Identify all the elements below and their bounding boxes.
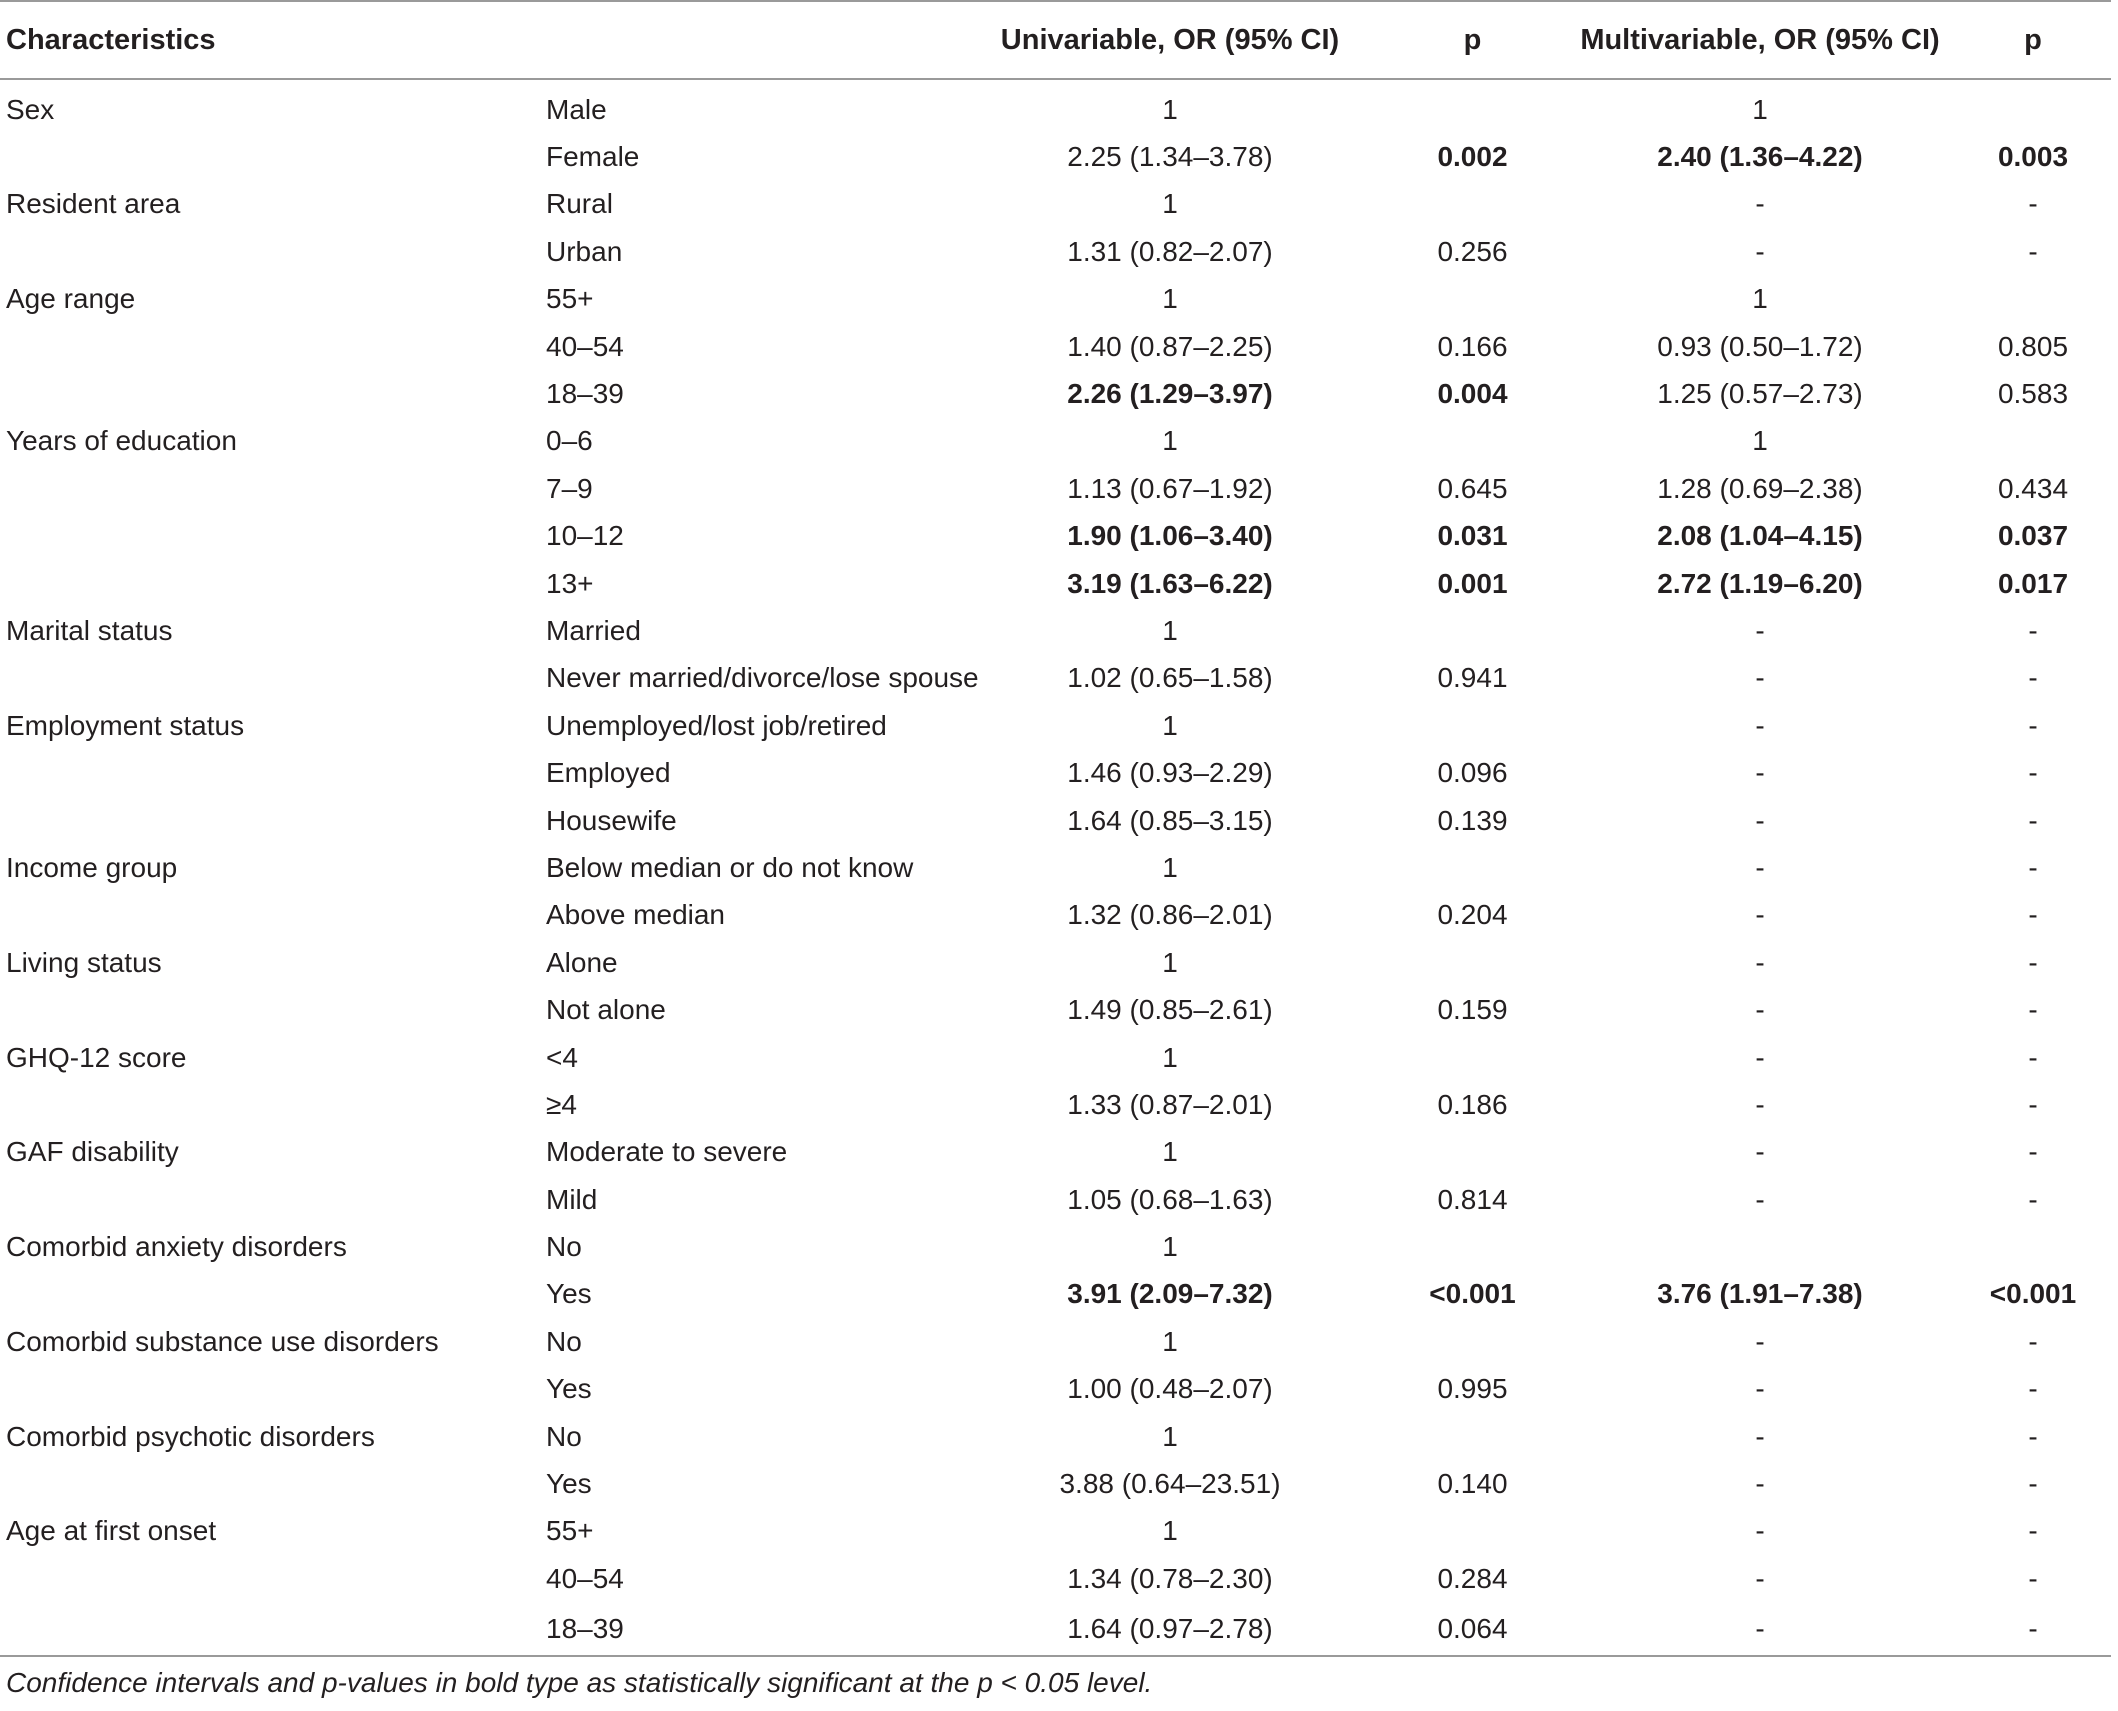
cell-characteristic: Resident area	[6, 188, 181, 220]
cell-multivariable-or: -	[1755, 188, 1765, 220]
cell-univariable-or: 1	[1162, 93, 1178, 125]
cell-multivariable-p: -	[2028, 1183, 2038, 1215]
cell-multivariable-or: 1	[1752, 425, 1768, 457]
cell-multivariable-or: 1.28 (0.69–2.38)	[1657, 472, 1863, 504]
cell-multivariable-p	[1955, 79, 2111, 133]
cell-multivariable-p: 0.805	[1997, 330, 2069, 362]
cell-multivariable-p: -	[2028, 662, 2038, 694]
cell-univariable-or: 1	[1162, 614, 1178, 646]
header-subcategory	[500, 1, 960, 79]
cell-subcategory: Not alone	[546, 994, 666, 1026]
cell-univariable-p: 0.001	[1437, 567, 1508, 599]
table-row	[0, 1129, 2111, 1176]
cell-multivariable-or: 0.93 (0.50–1.72)	[1657, 330, 1863, 362]
cell-characteristic: Living status	[6, 946, 162, 978]
cell-univariable-p: 0.645	[1437, 472, 1508, 504]
cell-univariable-or: 1	[1162, 1515, 1178, 1547]
cell-univariable-or: 1.64 (0.85–3.15)	[1067, 804, 1273, 836]
cell-multivariable-p	[1955, 276, 2111, 323]
cell-subcategory: Moderate to severe	[546, 1136, 788, 1168]
cell-univariable-or: 1.46 (0.93–2.29)	[1067, 757, 1273, 789]
cell-multivariable-or: 1.25 (0.57–2.73)	[1657, 378, 1863, 410]
cell-characteristic: Comorbid anxiety disorders	[6, 1231, 347, 1263]
cell-characteristic: Income group	[6, 851, 178, 883]
cell-characteristic: Age range	[6, 283, 136, 315]
cell-univariable-p: 0.995	[1437, 1373, 1508, 1405]
cell-multivariable-or: -	[1755, 614, 1765, 646]
cell-characteristic: Comorbid psychotic disorders	[6, 1420, 375, 1452]
cell-characteristic: GHQ-12 score	[6, 1041, 187, 1073]
table-row	[0, 1366, 2111, 1413]
cell-multivariable-p: -	[2028, 235, 2038, 267]
table-row	[0, 228, 2111, 275]
cell-multivariable-or: -	[1755, 1183, 1765, 1215]
table-row	[0, 1555, 2111, 1602]
cell-univariable-p	[1380, 1034, 1565, 1081]
cell-characteristic	[0, 133, 500, 180]
cell-multivariable-or: -	[1755, 1041, 1765, 1073]
cell-multivariable-or: -	[1755, 1515, 1765, 1547]
cell-characteristic: Comorbid substance use disorders	[6, 1325, 439, 1357]
cell-multivariable-p: -	[2028, 1373, 2038, 1405]
cell-subcategory: Below median or do not know	[546, 851, 914, 883]
header-univariable: Univariable, OR (95% CI)	[960, 1, 1380, 79]
cell-univariable-or: 1.49 (0.85–2.61)	[1067, 994, 1273, 1026]
table-row	[0, 1034, 2111, 1081]
cell-univariable-or: 2.25 (1.34–3.78)	[1067, 141, 1273, 173]
cell-multivariable-p: -	[2028, 1420, 2038, 1452]
cell-multivariable-p: 0.434	[1997, 472, 2069, 504]
cell-subcategory: ≥4	[546, 1088, 577, 1120]
cell-univariable-p: 0.139	[1437, 804, 1508, 836]
cell-subcategory: 0–6	[546, 425, 593, 457]
cell-multivariable-or: 1	[1752, 93, 1768, 125]
cell-characteristic	[0, 986, 500, 1033]
cell-characteristic	[0, 1603, 500, 1656]
cell-univariable-or: 3.19 (1.63–6.22)	[1067, 567, 1273, 599]
cell-multivariable-p: -	[2028, 1088, 2038, 1120]
cell-multivariable-or: -	[1755, 1562, 1765, 1594]
cell-subcategory: Rural	[546, 188, 613, 220]
cell-univariable-or: 1.34 (0.78–2.30)	[1067, 1562, 1273, 1594]
cell-univariable-p: 0.002	[1437, 141, 1508, 173]
cell-univariable-p: 0.814	[1437, 1183, 1508, 1215]
header-p-univariable: p	[1380, 1, 1565, 79]
table-row	[0, 1318, 2111, 1365]
cell-univariable-p	[1380, 181, 1565, 228]
cell-multivariable-p: 0.037	[1997, 520, 2069, 552]
cell-multivariable-or: -	[1755, 1468, 1765, 1500]
table-row	[0, 986, 2111, 1033]
table-row	[0, 1081, 2111, 1128]
table-header	[0, 1, 2111, 79]
cell-univariable-p: 0.204	[1437, 899, 1508, 931]
cell-multivariable-or: 2.72 (1.19–6.20)	[1657, 567, 1863, 599]
table-row	[0, 133, 2111, 180]
cell-multivariable-p: -	[2028, 1041, 2038, 1073]
table-row	[0, 370, 2111, 417]
cell-univariable-p	[1380, 607, 1565, 654]
cell-subcategory: <4	[546, 1041, 578, 1073]
cell-subcategory: 7–9	[546, 472, 593, 504]
table-row	[0, 844, 2111, 891]
cell-characteristic	[0, 1460, 500, 1507]
cell-multivariable-or: 2.08 (1.04–4.15)	[1657, 520, 1863, 552]
cell-multivariable-p: -	[2028, 1468, 2038, 1500]
table-row	[0, 1413, 2111, 1460]
cell-subcategory: No	[546, 1325, 582, 1357]
cell-characteristic: GAF disability	[6, 1136, 179, 1168]
cell-subcategory: Above median	[546, 899, 726, 931]
cell-multivariable-p: -	[2028, 1562, 2038, 1594]
cell-multivariable-p: -	[2028, 899, 2038, 931]
table-row	[0, 323, 2111, 370]
cell-subcategory: 55+	[546, 1515, 594, 1547]
cell-univariable-or: 1.13 (0.67–1.92)	[1067, 472, 1273, 504]
cell-univariable-or: 1	[1162, 709, 1178, 741]
cell-univariable-p	[1380, 1223, 1565, 1270]
cell-multivariable-p: -	[2028, 851, 2038, 883]
table-row	[0, 702, 2111, 749]
cell-univariable-p	[1380, 1129, 1565, 1176]
cell-univariable-p	[1380, 1508, 1565, 1555]
cell-subcategory: 18–39	[546, 378, 624, 410]
cell-univariable-or: 1	[1162, 1325, 1178, 1357]
cell-multivariable-or: -	[1755, 662, 1765, 694]
cell-univariable-or: 3.88 (0.64–23.51)	[1059, 1468, 1281, 1500]
cell-multivariable-p: -	[2028, 757, 2038, 789]
cell-univariable-p	[1380, 1413, 1565, 1460]
cell-subcategory: Yes	[546, 1373, 592, 1405]
cell-univariable-or: 1	[1162, 283, 1178, 315]
cell-characteristic	[0, 1555, 500, 1602]
cell-subcategory: No	[546, 1420, 582, 1452]
cell-univariable-p	[1380, 276, 1565, 323]
header-row	[0, 1, 2111, 79]
header-p-multivariable: p	[1955, 1, 2111, 79]
cell-univariable-or: 1.02 (0.65–1.58)	[1067, 662, 1273, 694]
table-row	[0, 797, 2111, 844]
cell-multivariable-or: -	[1565, 1603, 1955, 1656]
cell-univariable-p: 0.284	[1437, 1562, 1508, 1594]
cell-univariable-p: 0.096	[1437, 757, 1508, 789]
cell-multivariable-p: 0.583	[1997, 378, 2069, 410]
table-footnote: Confidence intervals and p-values in bold type as statistically significant at the p < 0.05 level.	[6, 1666, 1153, 1698]
cell-subcategory: Housewife	[546, 804, 677, 836]
cell-subcategory: 10–12	[546, 520, 624, 552]
cell-multivariable-p: 0.003	[1997, 141, 2069, 173]
cell-multivariable-or: -	[1755, 994, 1765, 1026]
cell-univariable-p: 0.140	[1437, 1468, 1508, 1500]
cell-multivariable-p	[1955, 1223, 2111, 1270]
cell-univariable-p	[1380, 79, 1565, 133]
table-row	[0, 560, 2111, 607]
cell-subcategory: Unemployed/lost job/retired	[546, 709, 887, 741]
header-multivariable: Multivariable, OR (95% CI)	[1565, 1, 1955, 79]
cell-univariable-p	[1380, 418, 1565, 465]
cell-characteristic	[0, 1081, 500, 1128]
cell-univariable-or: 1	[1162, 188, 1178, 220]
cell-univariable-or: 1.31 (0.82–2.07)	[1067, 235, 1273, 267]
cell-univariable-or: 1	[1162, 425, 1178, 457]
cell-univariable-or: 1.32 (0.86–2.01)	[1067, 899, 1273, 931]
cell-univariable-p: 0.941	[1437, 662, 1508, 694]
cell-subcategory: Never married/divorce/lose spouse	[546, 662, 979, 694]
cell-characteristic: Marital status	[6, 614, 173, 646]
cell-multivariable-or: -	[1755, 851, 1765, 883]
cell-univariable-or: 3.91 (2.09–7.32)	[1067, 1278, 1273, 1310]
header-characteristics: Characteristics	[0, 1, 500, 79]
cell-univariable-or: 1.40 (0.87–2.25)	[1067, 330, 1273, 362]
cell-characteristic	[0, 513, 500, 560]
cell-subcategory: Yes	[546, 1278, 592, 1310]
cell-multivariable-or: -	[1755, 235, 1765, 267]
cell-multivariable-p: -	[2028, 946, 2038, 978]
cell-univariable-p: <0.001	[1429, 1278, 1516, 1310]
cell-multivariable-or: -	[1755, 804, 1765, 836]
cell-multivariable-or: 3.76 (1.91–7.38)	[1657, 1278, 1863, 1310]
table-row	[0, 1508, 2111, 1555]
cell-univariable-p: 0.004	[1437, 378, 1508, 410]
cell-subcategory: Mild	[546, 1183, 598, 1215]
table-row	[0, 276, 2111, 323]
cell-subcategory: Male	[546, 93, 607, 125]
cell-characteristic	[0, 655, 500, 702]
cell-multivariable-or: 1	[1752, 283, 1768, 315]
cell-characteristic: Age at first onset	[6, 1515, 217, 1547]
table-row	[0, 1176, 2111, 1223]
cell-univariable-p	[1380, 844, 1565, 891]
cell-univariable-p	[1380, 702, 1565, 749]
cell-univariable-or: 1	[1162, 851, 1178, 883]
table-row	[0, 607, 2111, 654]
table-row	[0, 1271, 2111, 1318]
cell-characteristic: Employment status	[6, 709, 245, 741]
cell-multivariable-p: -	[2028, 994, 2038, 1026]
cell-subcategory: Married	[546, 614, 641, 646]
cell-univariable-p: 0.186	[1437, 1088, 1508, 1120]
cell-characteristic	[0, 1176, 500, 1223]
cell-univariable-or: 1	[1162, 1231, 1178, 1263]
table-body	[0, 79, 2111, 1656]
cell-multivariable-or	[1565, 1223, 1955, 1270]
cell-subcategory: 18–39	[500, 1603, 960, 1656]
table-row	[0, 1223, 2111, 1270]
cell-subcategory: 40–54	[546, 1562, 624, 1594]
cell-characteristic	[0, 892, 500, 939]
cell-multivariable-or: -	[1755, 1420, 1765, 1452]
cell-characteristic	[0, 370, 500, 417]
cell-characteristic: Years of education	[6, 425, 237, 457]
cell-univariable-or: 1	[1162, 1136, 1178, 1168]
cell-multivariable-or: -	[1755, 757, 1765, 789]
cell-univariable-or: 1.33 (0.87–2.01)	[1067, 1088, 1273, 1120]
cell-multivariable-p: <0.001	[1989, 1278, 2077, 1310]
cell-characteristic	[0, 465, 500, 512]
cell-characteristic	[0, 323, 500, 370]
cell-multivariable-or: 2.40 (1.36–4.22)	[1657, 141, 1863, 173]
cell-multivariable-or: -	[1755, 899, 1765, 931]
table-row	[0, 749, 2111, 796]
cell-univariable-or: 1.90 (1.06–3.40)	[1067, 520, 1273, 552]
table-row	[0, 1460, 2111, 1507]
cell-multivariable-p	[1955, 418, 2111, 465]
cell-subcategory: Urban	[546, 235, 623, 267]
cell-multivariable-p: -	[2028, 1515, 2038, 1547]
cell-subcategory: Alone	[546, 946, 618, 978]
cell-characteristic	[0, 228, 500, 275]
cell-multivariable-or: -	[1755, 1373, 1765, 1405]
table-row	[0, 181, 2111, 228]
cell-univariable-or: 1.05 (0.68–1.63)	[1067, 1183, 1273, 1215]
cell-univariable-p: 0.256	[1437, 235, 1508, 267]
cell-multivariable-or: -	[1755, 946, 1765, 978]
cell-univariable-or: 1	[1162, 946, 1178, 978]
cell-characteristic	[0, 749, 500, 796]
cell-univariable-p	[1380, 1318, 1565, 1365]
cell-multivariable-p: -	[2028, 804, 2038, 836]
cell-multivariable-or: -	[1755, 1136, 1765, 1168]
cell-characteristic	[0, 1271, 500, 1318]
cell-subcategory: 13+	[546, 567, 594, 599]
cell-characteristic	[0, 1366, 500, 1413]
cell-multivariable-or: -	[1755, 709, 1765, 741]
table-row	[0, 79, 2111, 133]
table-row	[0, 1603, 2111, 1656]
cell-subcategory: Employed	[546, 757, 671, 789]
cell-multivariable-or: -	[1755, 1088, 1765, 1120]
table-row	[0, 939, 2111, 986]
cell-multivariable-p: 0.017	[1997, 567, 2069, 599]
cell-univariable-p: 0.064	[1380, 1603, 1565, 1656]
cell-subcategory: No	[546, 1231, 582, 1263]
cell-characteristic	[0, 560, 500, 607]
table-row	[0, 465, 2111, 512]
cell-univariable-p: 0.166	[1437, 330, 1508, 362]
cell-subcategory: Yes	[546, 1468, 592, 1500]
cell-univariable-or: 1.00 (0.48–2.07)	[1067, 1373, 1273, 1405]
cell-characteristic: Sex	[6, 93, 55, 125]
cell-univariable-or: 1.64 (0.97–2.78)	[960, 1603, 1380, 1656]
cell-multivariable-p: -	[2028, 1325, 2038, 1357]
cell-univariable-or: 2.26 (1.29–3.97)	[1067, 378, 1273, 410]
cell-univariable-p: 0.031	[1437, 520, 1508, 552]
table-row	[0, 513, 2111, 560]
cell-characteristic	[0, 797, 500, 844]
cell-multivariable-p: -	[2028, 188, 2038, 220]
cell-multivariable-p: -	[2028, 1136, 2038, 1168]
table-row	[0, 655, 2111, 702]
cell-multivariable-or: -	[1755, 1325, 1765, 1357]
cell-multivariable-p: -	[1955, 1603, 2111, 1656]
cell-subcategory: 55+	[546, 283, 594, 315]
cell-multivariable-p: -	[2028, 709, 2038, 741]
cell-univariable-or: 1	[1162, 1420, 1178, 1452]
cell-univariable-p: 0.159	[1437, 994, 1508, 1026]
cell-subcategory: Female	[546, 141, 640, 173]
cell-univariable-p	[1380, 939, 1565, 986]
cell-subcategory: 40–54	[546, 330, 624, 362]
table-row	[0, 892, 2111, 939]
cell-univariable-or: 1	[1162, 1041, 1178, 1073]
cell-multivariable-p: -	[2028, 614, 2038, 646]
table-row	[0, 418, 2111, 465]
